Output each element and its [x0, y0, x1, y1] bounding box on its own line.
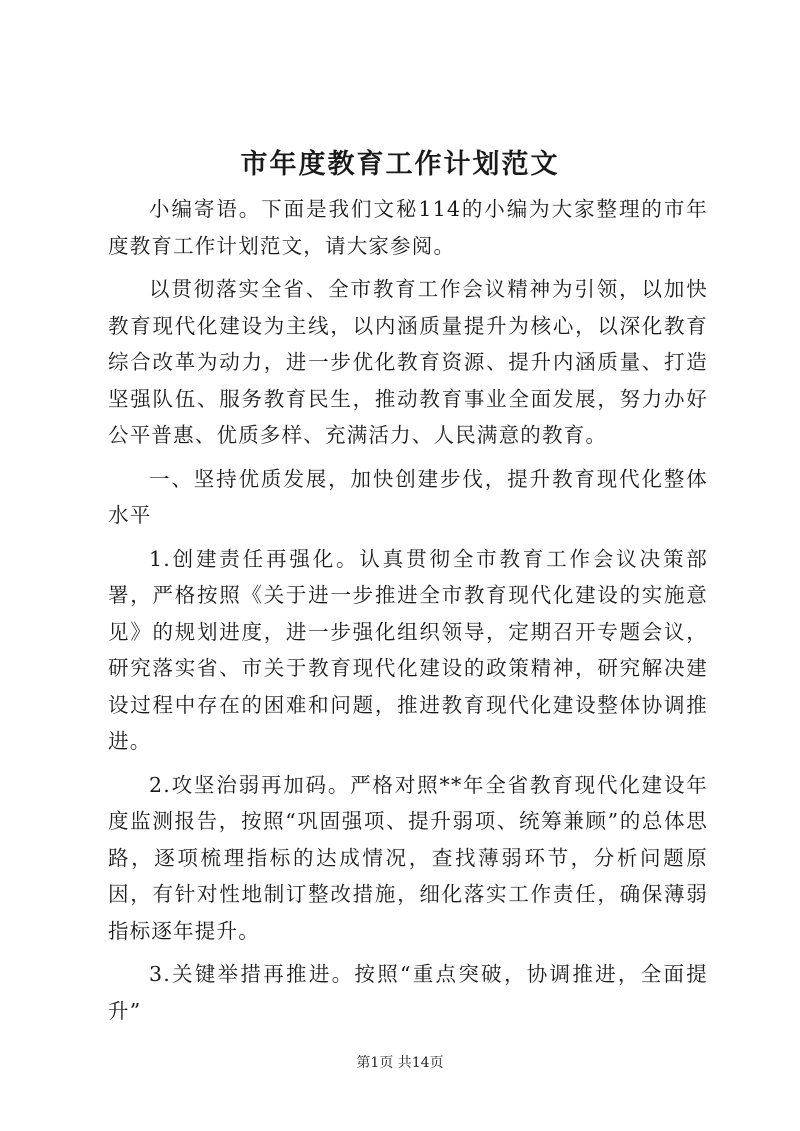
- section-heading-1: 一、坚持优质发展，加快创建步伐，提升教育现代化整体水平: [108, 466, 708, 527]
- paragraph-overview: 以贯彻落实全省、全市教育工作会议精神为引领，以加快教育现代化建设为主线，以内涵质量提升为核心，以深化教育综合改革为动力，进一步优化教育资源、提升内涵质量、打造坚强队伍、服务教育民生，推动教育事业全面发展，努力办好公平普惠、优质多样、充满活力、人民满意的教育。: [108, 277, 708, 447]
- paragraph-item-2: 2.攻坚治弱再加码。严格对照**年全省教育现代化建设年度监测报告，按照“巩固强项、提升弱项、统筹兼顾”的总体思路，逐项梳理指标的达成情况，查找薄弱环节，分析问题原因，有针对性地制订整改措施，细化落实工作责任，确保薄弱指标逐年提升。: [108, 772, 708, 943]
- document-title: 市年度教育工作计划范文: [240, 149, 560, 180]
- document-body: [108, 191, 708, 1036]
- page-number-footer: 第1页 共14页: [356, 1055, 444, 1071]
- paragraph-item-3: 3.关键举措再推进。按照“重点突破，协调推进，全面提升”: [108, 962, 708, 1023]
- paragraph-item-1: 1.创建责任再强化。认真贯彻全市教育工作会议决策部署，严格按照《关于进一步推进全市教育现代化建设的实施意见》的规划进度，进一步强化组织领导，定期召开专题会议，研究落实省、市关于教育现代化建设的政策精神，研究解决建设过程中存在的困难和问题，推进教育现代化建设整体协调推进。: [108, 546, 708, 753]
- paragraph-intro: 小编寄语。下面是我们文秘114的小编为大家整理的市年度教育工作计划范文，请大家参阅。: [108, 197, 708, 258]
